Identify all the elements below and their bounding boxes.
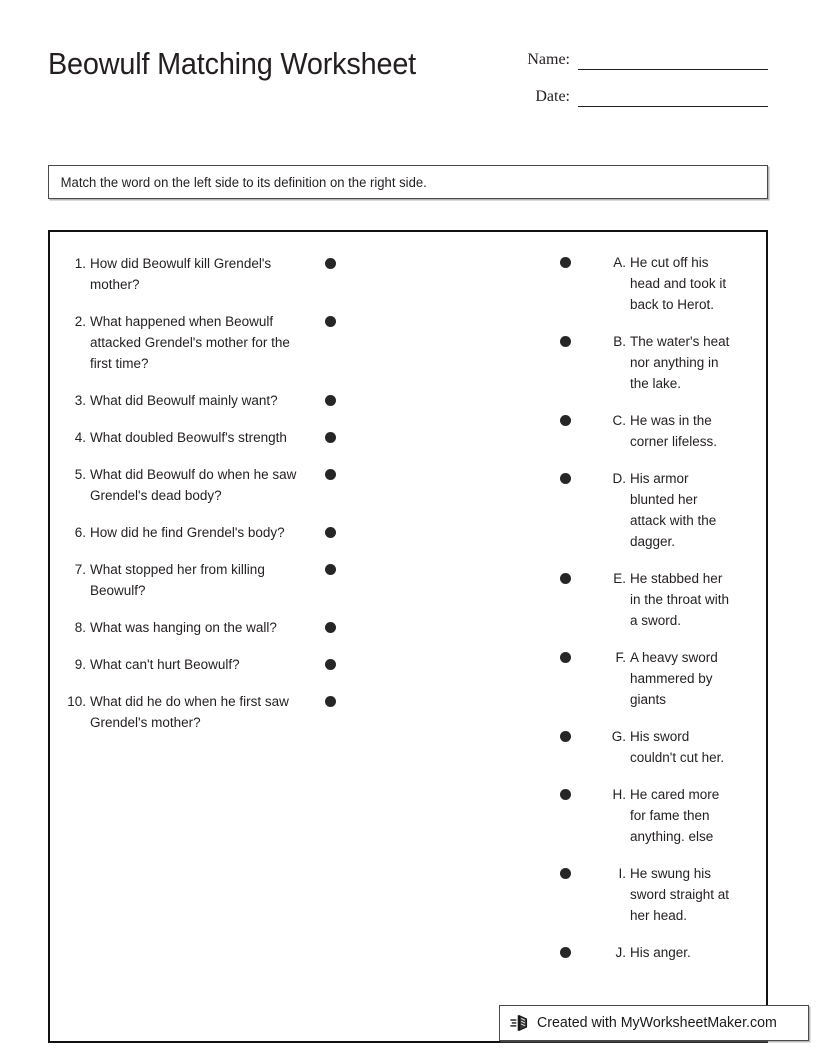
answers-column xyxy=(560,252,760,979)
question-item xyxy=(62,464,372,506)
date-label: Date: xyxy=(535,88,570,105)
answer-letter: E. xyxy=(613,571,626,586)
date-field-row xyxy=(498,87,768,107)
answer-letter: D. xyxy=(612,471,626,486)
question-number: 7. xyxy=(74,562,86,577)
worksheet-header xyxy=(0,0,816,150)
question-item xyxy=(62,617,372,638)
question-text: What did Beowulf do when he saw Grendel's dead body? xyxy=(90,467,297,503)
question-match-dot[interactable] xyxy=(315,390,345,406)
bullet-dot-icon xyxy=(560,415,571,426)
question-text: How did he find Grendel's body? xyxy=(90,525,285,540)
question-item xyxy=(62,654,372,675)
bullet-dot-icon xyxy=(560,573,571,584)
question-match-dot[interactable] xyxy=(315,522,345,538)
watermark-text: Created with MyWorksheetMaker.com xyxy=(537,1015,777,1031)
question-match-dot[interactable] xyxy=(315,427,345,443)
name-label: Name: xyxy=(527,51,570,68)
answer-item xyxy=(560,252,760,315)
answer-match-dot[interactable] xyxy=(560,647,582,663)
answer-text: His anger. xyxy=(630,945,691,960)
question-item xyxy=(62,427,372,448)
answer-item xyxy=(560,468,760,552)
question-text: What happened when Beowulf attacked Grendel's mother for the first time? xyxy=(90,314,290,371)
answer-match-dot[interactable] xyxy=(560,410,582,426)
bullet-dot-icon xyxy=(560,257,571,268)
answer-match-dot[interactable] xyxy=(560,863,582,879)
question-number: 5. xyxy=(74,467,86,482)
question-number: 1. xyxy=(74,256,86,271)
bullet-dot-icon xyxy=(560,868,571,879)
bullet-dot-icon xyxy=(560,652,571,663)
answer-letter: C. xyxy=(612,413,626,428)
question-text: What did he do when he first saw Grendel's mother? xyxy=(90,694,289,730)
bullet-dot-icon xyxy=(325,564,336,575)
question-match-dot[interactable] xyxy=(315,617,345,633)
question-item xyxy=(62,522,372,543)
answer-match-dot[interactable] xyxy=(560,942,582,958)
answer-letter: I. xyxy=(618,866,626,881)
answer-letter: G. xyxy=(611,729,626,744)
answer-item xyxy=(560,568,760,631)
answer-text: He swung his sword straight at her head. xyxy=(630,866,730,923)
question-number: 9. xyxy=(74,657,86,672)
bullet-dot-icon xyxy=(560,789,571,800)
question-match-dot[interactable] xyxy=(315,253,345,269)
answer-item xyxy=(560,410,760,452)
answer-text: He was in the corner lifeless. xyxy=(630,413,718,449)
answer-text: His armor blunted her attack with the dagger. xyxy=(630,471,717,549)
instruction-box xyxy=(48,165,768,199)
question-text: How did Beowulf kill Grendel's mother? xyxy=(90,256,272,292)
bullet-dot-icon xyxy=(325,469,336,480)
question-number: 8. xyxy=(74,620,86,635)
question-match-dot[interactable] xyxy=(315,311,345,327)
answer-text: The water's heat nor anything in the lake. xyxy=(630,334,730,391)
question-text: What can't hurt Beowulf? xyxy=(90,657,240,672)
name-field-row xyxy=(498,50,768,70)
answer-match-dot[interactable] xyxy=(560,726,582,742)
answer-text: He cared more for fame then anything. else xyxy=(630,787,720,844)
questions-column xyxy=(62,253,372,749)
bullet-dot-icon xyxy=(560,473,571,484)
bullet-dot-icon xyxy=(325,696,336,707)
answer-item xyxy=(560,647,760,710)
answer-match-dot[interactable] xyxy=(560,468,582,484)
answer-match-dot[interactable] xyxy=(560,568,582,584)
question-text: What stopped her from killing Beowulf? xyxy=(90,562,265,598)
bullet-dot-icon xyxy=(325,395,336,406)
page-title: Beowulf Matching Worksheet xyxy=(48,46,417,81)
worksheet-maker-logo-icon xyxy=(509,1012,531,1034)
answer-item xyxy=(560,726,760,768)
answer-item xyxy=(560,863,760,926)
question-number: 3. xyxy=(74,393,86,408)
question-item xyxy=(62,691,372,733)
answer-text: He stabbed her in the throat with a sword. xyxy=(630,571,730,628)
answer-text: He cut off his head and took it back to Herot. xyxy=(630,255,727,312)
bullet-dot-icon xyxy=(325,432,336,443)
answer-item xyxy=(560,331,760,394)
question-text: What doubled Beowulf's strength xyxy=(90,430,287,445)
question-number: 2. xyxy=(74,314,86,329)
question-item xyxy=(62,253,372,295)
answer-item xyxy=(560,784,760,847)
answer-letter: A. xyxy=(613,255,626,270)
bullet-dot-icon xyxy=(325,527,336,538)
question-number: 6. xyxy=(74,525,86,540)
question-text: What was hanging on the wall? xyxy=(90,620,277,635)
answer-text: His sword couldn't cut her. xyxy=(630,729,725,765)
name-input-line[interactable] xyxy=(578,50,768,70)
bullet-dot-icon xyxy=(560,731,571,742)
question-item xyxy=(62,390,372,411)
answer-match-dot[interactable] xyxy=(560,784,582,800)
question-match-dot[interactable] xyxy=(315,559,345,575)
answer-letter: H. xyxy=(612,787,626,802)
answer-item xyxy=(560,942,760,963)
bullet-dot-icon xyxy=(325,316,336,327)
bullet-dot-icon xyxy=(560,947,571,958)
watermark-badge[interactable] xyxy=(499,1005,809,1041)
date-input-line[interactable] xyxy=(578,87,768,107)
answer-letter: J. xyxy=(615,945,626,960)
answer-match-dot[interactable] xyxy=(560,331,582,347)
answer-letter: F. xyxy=(615,650,626,665)
bullet-dot-icon xyxy=(325,258,336,269)
question-text: What did Beowulf mainly want? xyxy=(90,393,278,408)
instruction-text: Match the word on the left side to its definition on the right side. xyxy=(60,174,427,190)
question-match-dot[interactable] xyxy=(315,691,345,707)
question-match-dot[interactable] xyxy=(315,464,345,480)
bullet-dot-icon xyxy=(325,659,336,670)
bullet-dot-icon xyxy=(325,622,336,633)
question-item xyxy=(62,311,372,374)
answer-text: A heavy sword hammered by giants xyxy=(630,650,718,707)
answer-match-dot[interactable] xyxy=(560,252,582,268)
question-number: 10. xyxy=(67,694,86,709)
answer-letter: B. xyxy=(613,334,626,349)
question-item xyxy=(62,559,372,601)
question-match-dot[interactable] xyxy=(315,654,345,670)
question-number: 4. xyxy=(74,430,86,445)
bullet-dot-icon xyxy=(560,336,571,347)
